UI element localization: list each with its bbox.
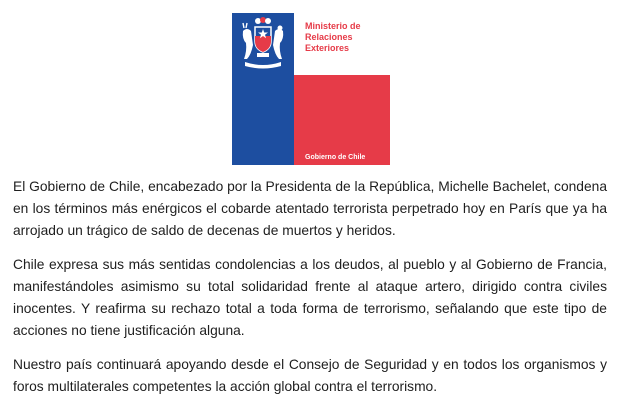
ministry-name-line-1: Ministerio de <box>305 21 361 31</box>
statement-paragraph-3: Nuestro país continuará apoyando desde el Consejo de Seguridad y en todos los organismos y foros multilaterales competentes la acción global contra el terrorismo. <box>13 357 607 394</box>
ministry-name-line-3: Exteriores <box>305 43 350 53</box>
coat-of-arms-icon <box>235 15 291 71</box>
statement-paragraph-2: Chile expresa sus más sentidas condolencias a los deudos, al pueblo y al Gobierno de Francia, manifestándoles asimismo su total solidaridad frente al ataque artero, dirigido contra civiles inocentes. Y reafirma su rechazo total a toda forma de terrorismo, señalando que este tipo de acciones no tiene justificación alguna. <box>13 257 607 338</box>
ministry-logo <box>232 13 390 165</box>
logo-blue-field <box>232 13 294 165</box>
government-label: Gobierno de Chile <box>305 154 366 161</box>
statement-body <box>13 176 607 410</box>
ministry-name-line-2: Relaciones <box>305 32 353 42</box>
ministry-name <box>305 21 387 54</box>
statement-paragraph-1: El Gobierno de Chile, encabezado por la Presidenta de la República, Michelle Bachelet, condena en los términos más enérgicos el cobarde atentado terrorista perpetrado hoy en París que ya ha arrojado un trágico de saldo de decenas de muertos y heridos. <box>13 179 607 238</box>
